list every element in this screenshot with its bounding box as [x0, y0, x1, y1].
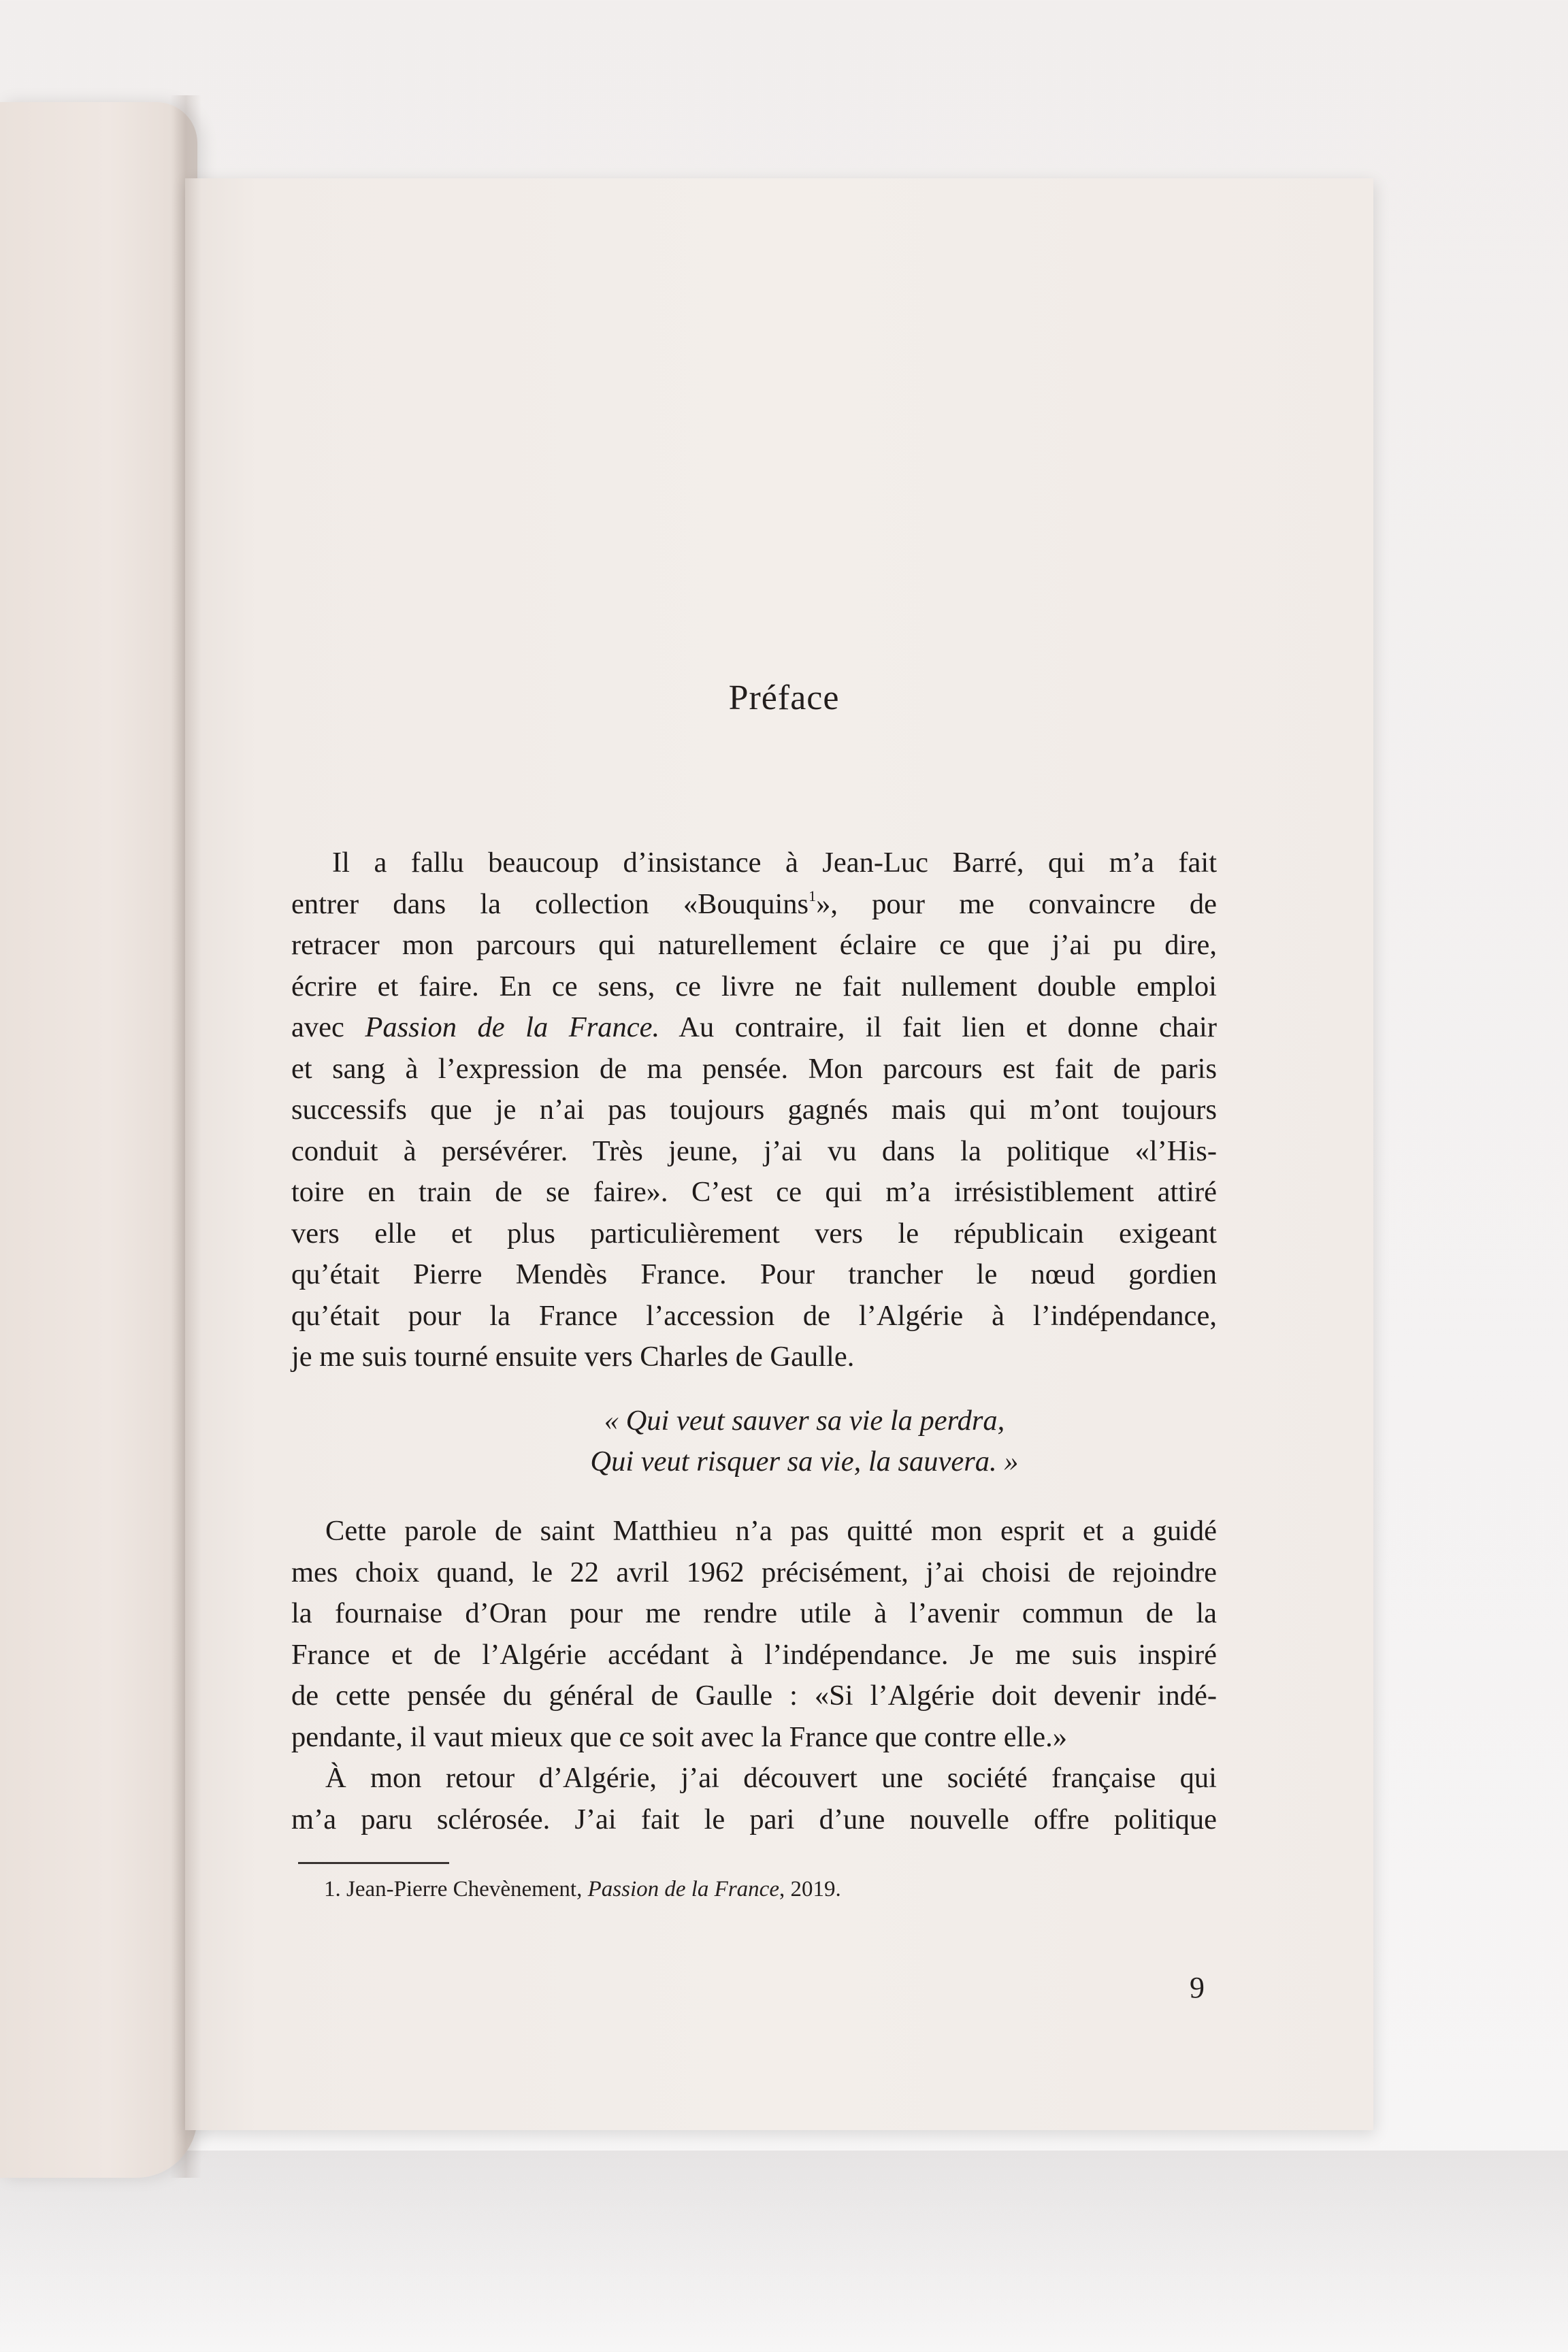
- text-line: m’a paru sclérosée. J’ai fait le pari d’une nouvelle offre politique: [291, 1803, 1217, 1835]
- text-line: pendante, il vaut mieux que ce soit avec la France que contre elle.»: [291, 1720, 1067, 1753]
- chapter-title: Préface: [728, 679, 840, 717]
- text-line: retracer mon parcours qui naturellement éclaire ce que j’ai pu dire,: [291, 929, 1217, 961]
- footnote-work: Passion de la France: [587, 1877, 779, 1901]
- text-line: toire en train de se faire». C’est ce qui m’a irrésistiblement attiré: [291, 1176, 1217, 1208]
- text-line: de cette pensée du général de Gaulle : «Si l’Algérie doit devenir indé-: [291, 1680, 1217, 1712]
- text-line: qu’était Pierre Mendès France. Pour trancher le nœud gordien: [291, 1258, 1217, 1290]
- page-number: 9: [1190, 1971, 1205, 2004]
- footnote: [324, 1877, 841, 1902]
- text-line: mes choix quand, le 22 avril 1962 précisément, j’ai choisi de rejoindre: [291, 1556, 1217, 1588]
- text-line: et sang à l’expression de ma pensée. Mon parcours est fait de paris: [291, 1052, 1217, 1085]
- epigraph-quote: [0, 1401, 1568, 1482]
- text-line: Il a fallu beaucoup d’insistance à Jean-Luc Barré, qui m’a fait: [332, 847, 1217, 879]
- paragraph-3: [291, 1758, 1217, 1840]
- paragraph-1: [291, 843, 1217, 1378]
- text-line: je me suis tourné ensuite vers Charles de Gaulle.: [291, 1341, 855, 1373]
- quote-line: « Qui veut sauver sa vie la perdra,: [604, 1405, 1005, 1437]
- footnote-number: 1.: [324, 1877, 341, 1901]
- text-line: écrire et faire. En ce sens, ce livre ne fait nullement double emploi: [291, 970, 1217, 1002]
- quote-line: Qui veut risquer sa vie, la sauvera. »: [590, 1446, 1019, 1477]
- text-line: Cette parole de saint Matthieu n’a pas quitté mon esprit et a guidé: [325, 1515, 1217, 1547]
- footnote-year: , 2019.: [779, 1877, 841, 1901]
- paragraph-2: [291, 1511, 1217, 1758]
- book-title-italic: Passion de la France.: [365, 1011, 660, 1043]
- text-line: vers elle et plus particulièrement vers le républicain exigeant: [291, 1217, 1217, 1250]
- text-line: qu’était pour la France l’accession de l’Algérie à l’indépendance,: [291, 1299, 1217, 1332]
- text-line: entrer dans la collection «Bouquins$^1$», pour me convaincre de: [291, 887, 1218, 920]
- left-page: [0, 102, 197, 2178]
- table-surface: [0, 2151, 1568, 2352]
- text-line: France et de l’Algérie accédant à l’indépendance. Je me suis inspiré: [291, 1638, 1217, 1671]
- footnote-marker[interactable]: 1: [808, 887, 817, 904]
- text-line: conduit à persévérer. Très jeune, j’ai vu dans la politique «l’His-: [291, 1134, 1217, 1167]
- text-line: avec Passion de la France. Au contraire, il fait lien et donne chair: [291, 1011, 1218, 1043]
- text-line: successifs que je n’ai pas toujours gagnés mais qui m’ont toujours: [291, 1094, 1217, 1126]
- text-line: À mon retour d’Algérie, j’ai découvert une société française qui: [325, 1762, 1217, 1794]
- footnote-author: Jean-Pierre Chevènement,: [346, 1877, 588, 1901]
- text-line: la fournaise d’Oran pour me rendre utile à l’avenir commun de la: [291, 1597, 1217, 1629]
- footnote-rule: [298, 1862, 449, 1864]
- book-gutter: [170, 95, 201, 2178]
